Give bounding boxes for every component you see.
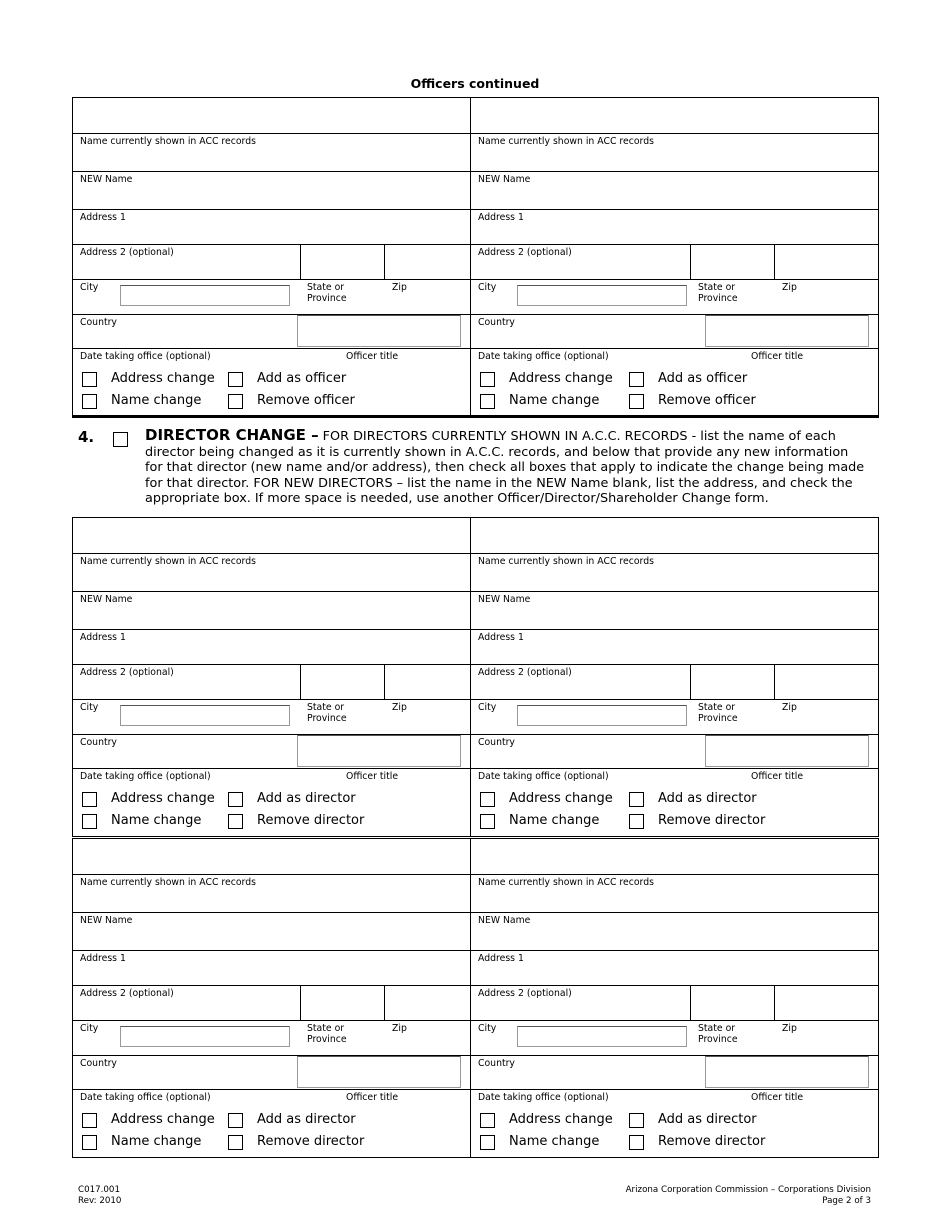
address1-input[interactable]	[475, 963, 874, 983]
new-name-input[interactable]	[475, 604, 874, 627]
address1-input[interactable]	[77, 222, 466, 242]
country-input[interactable]	[297, 315, 461, 347]
add-as-officer-checkbox[interactable]	[228, 372, 243, 387]
state-label: State or Province	[307, 282, 347, 304]
director-entry-right	[470, 839, 878, 1157]
address2-divider	[384, 664, 385, 699]
address2-input[interactable]	[77, 677, 466, 697]
address2-input[interactable]	[475, 998, 874, 1018]
address2-input[interactable]	[77, 257, 466, 277]
remove-officer-checkbox[interactable]	[629, 394, 644, 409]
state-input[interactable]	[337, 702, 377, 730]
state-input[interactable]	[728, 1023, 768, 1051]
address1-label: Address 1	[478, 632, 524, 643]
address2-label: Address 2 (optional)	[478, 988, 572, 999]
state-label: State or Province	[698, 702, 738, 724]
address2-divider	[774, 985, 775, 1020]
remove-director-checkbox[interactable]	[629, 814, 644, 829]
country-input[interactable]	[297, 1056, 461, 1088]
state-input[interactable]	[337, 1023, 377, 1051]
zip-label: Zip	[392, 1023, 407, 1034]
new-name-input[interactable]	[77, 925, 466, 948]
zip-label: Zip	[782, 702, 797, 713]
director-entry-block	[72, 517, 879, 837]
city-input[interactable]	[517, 705, 687, 726]
address-change-label: Address change	[509, 791, 613, 806]
add-as-director-checkbox[interactable]	[629, 792, 644, 807]
city-input[interactable]	[120, 285, 290, 306]
remove-officer-label: Remove officer	[658, 393, 756, 408]
new-name-input[interactable]	[77, 604, 466, 627]
city-label: City	[478, 702, 497, 713]
country-label: Country	[80, 1058, 117, 1069]
section-4-title: DIRECTOR CHANGE –	[145, 426, 319, 444]
name-change-checkbox[interactable]	[82, 814, 97, 829]
state-label: State or Province	[698, 282, 738, 304]
address1-label: Address 1	[478, 953, 524, 964]
address2-divider	[690, 244, 691, 279]
address2-divider	[690, 664, 691, 699]
page-number: Page 2 of 3	[822, 1196, 871, 1206]
address-change-checkbox[interactable]	[82, 372, 97, 387]
address2-divider	[300, 664, 301, 699]
country-label: Country	[478, 737, 515, 748]
form-code: C017.001	[78, 1185, 120, 1195]
officers-continued-heading: Officers continued	[410, 76, 540, 91]
name-change-checkbox[interactable]	[480, 814, 495, 829]
name-change-label: Name change	[111, 813, 202, 828]
state-label: State or Province	[307, 702, 347, 724]
director-entry-left	[73, 518, 470, 836]
address2-label: Address 2 (optional)	[80, 247, 174, 258]
address2-divider	[774, 664, 775, 699]
address1-input[interactable]	[475, 222, 874, 242]
state-label: State or Province	[307, 1023, 347, 1045]
footer-form-id	[78, 1185, 121, 1207]
remove-director-checkbox[interactable]	[629, 1135, 644, 1150]
address2-divider	[774, 244, 775, 279]
new-name-input[interactable]	[475, 925, 874, 948]
address1-input[interactable]	[77, 963, 466, 983]
name-change-label: Name change	[111, 393, 202, 408]
officer-title-label: Officer title	[346, 1092, 399, 1103]
country-input[interactable]	[297, 735, 461, 767]
officer-entry-right	[470, 98, 878, 415]
new-name-input[interactable]	[475, 184, 874, 207]
remove-officer-label: Remove officer	[257, 393, 355, 408]
remove-officer-checkbox[interactable]	[228, 394, 243, 409]
state-input[interactable]	[337, 282, 377, 310]
date-taking-office-label: Date taking office (optional)	[478, 1092, 609, 1103]
footer-agency	[626, 1185, 871, 1207]
officer-title-label: Officer title	[751, 1092, 804, 1103]
country-input[interactable]	[705, 735, 869, 767]
add-as-officer-label: Add as officer	[658, 371, 748, 386]
address2-divider	[690, 985, 691, 1020]
name-current-input[interactable]	[77, 843, 466, 870]
zip-input[interactable]	[411, 702, 461, 730]
officer-entry-block	[72, 97, 879, 418]
city-label: City	[80, 702, 99, 713]
country-label: Country	[478, 1058, 515, 1069]
city-input[interactable]	[120, 705, 290, 726]
director-change-checkbox[interactable]	[113, 432, 128, 447]
section-4-body: FOR DIRECTORS CURRENTLY SHOWN IN A.C.C. RECORDS - list the name of each director being changed as it is currently shown in A.C.C. records, and below that provide any new information for that director (new name and/or address), then check all boxes that apply to indicate the change being made for that director. FOR NEW DIRECTORS – list the name in the NEW Name blank, list the address, and check the appropriate box. If more space is needed, use another Officer/Director/Shareholder Change form.	[145, 429, 865, 506]
address2-label: Address 2 (optional)	[80, 667, 174, 678]
name-change-label: Name change	[509, 393, 600, 408]
director-entry-right	[470, 518, 878, 836]
city-input[interactable]	[517, 1026, 687, 1047]
add-as-director-label: Add as director	[257, 1112, 356, 1127]
address-change-label: Address change	[111, 371, 215, 386]
address2-divider	[384, 244, 385, 279]
date-taking-office-label: Date taking office (optional)	[478, 351, 609, 362]
remove-director-label: Remove director	[257, 1134, 365, 1149]
name-current-label: Name currently shown in ACC records	[80, 556, 256, 567]
remove-director-label: Remove director	[257, 813, 365, 828]
address-change-checkbox[interactable]	[82, 792, 97, 807]
zip-input[interactable]	[801, 282, 851, 310]
address-change-checkbox[interactable]	[480, 372, 495, 387]
new-name-label: NEW Name	[478, 594, 531, 605]
address1-input[interactable]	[475, 642, 874, 662]
new-name-label: NEW Name	[80, 915, 133, 926]
new-name-label: NEW Name	[478, 915, 531, 926]
city-input[interactable]	[517, 285, 687, 306]
name-change-checkbox[interactable]	[480, 394, 495, 409]
remove-director-checkbox[interactable]	[228, 1135, 243, 1150]
address-change-label: Address change	[509, 371, 613, 386]
address-change-checkbox[interactable]	[82, 1113, 97, 1128]
add-as-officer-checkbox[interactable]	[629, 372, 644, 387]
address-change-label: Address change	[111, 791, 215, 806]
director-entry-left	[73, 839, 470, 1157]
officer-title-label: Officer title	[346, 351, 399, 362]
name-change-checkbox[interactable]	[82, 1135, 97, 1150]
address2-label: Address 2 (optional)	[478, 667, 572, 678]
name-current-label: Name currently shown in ACC records	[478, 556, 654, 567]
remove-director-checkbox[interactable]	[228, 814, 243, 829]
date-taking-office-label: Date taking office (optional)	[80, 351, 211, 362]
agency-name: Arizona Corporation Commission – Corporations Division	[625, 1185, 871, 1195]
address2-label: Address 2 (optional)	[80, 988, 174, 999]
address1-label: Address 1	[478, 212, 524, 223]
new-name-label: NEW Name	[80, 174, 133, 185]
address2-input[interactable]	[475, 677, 874, 697]
city-label: City	[80, 282, 99, 293]
state-input[interactable]	[728, 702, 768, 730]
officer-title-label: Officer title	[751, 771, 804, 782]
name-current-input[interactable]	[77, 102, 466, 129]
zip-input[interactable]	[801, 702, 851, 730]
add-as-officer-label: Add as officer	[257, 371, 347, 386]
zip-label: Zip	[392, 282, 407, 293]
address-change-checkbox[interactable]	[480, 1113, 495, 1128]
name-change-checkbox[interactable]	[480, 1135, 495, 1150]
zip-input[interactable]	[801, 1023, 851, 1051]
add-as-director-checkbox[interactable]	[228, 1113, 243, 1128]
zip-input[interactable]	[411, 1023, 461, 1051]
name-current-label: Name currently shown in ACC records	[478, 877, 654, 888]
address2-label: Address 2 (optional)	[478, 247, 572, 258]
new-name-label: NEW Name	[478, 174, 531, 185]
name-current-label: Name currently shown in ACC records	[80, 136, 256, 147]
address1-label: Address 1	[80, 632, 126, 643]
address2-input[interactable]	[77, 998, 466, 1018]
section-4-number: 4.	[78, 428, 95, 446]
city-label: City	[80, 1023, 99, 1034]
address2-divider	[300, 985, 301, 1020]
date-taking-office-label: Date taking office (optional)	[478, 771, 609, 782]
add-as-director-checkbox[interactable]	[228, 792, 243, 807]
name-current-label: Name currently shown in ACC records	[80, 877, 256, 888]
address1-label: Address 1	[80, 212, 126, 223]
name-change-label: Name change	[509, 1134, 600, 1149]
officer-entry-left	[73, 98, 470, 415]
date-taking-office-label: Date taking office (optional)	[80, 771, 211, 782]
name-current-input[interactable]	[77, 522, 466, 549]
country-label: Country	[80, 737, 117, 748]
country-input[interactable]	[705, 1056, 869, 1088]
remove-director-label: Remove director	[658, 813, 766, 828]
section-4-instructions	[145, 428, 865, 507]
new-name-input[interactable]	[77, 184, 466, 207]
add-as-director-label: Add as director	[658, 1112, 757, 1127]
city-label: City	[478, 282, 497, 293]
address2-divider	[300, 244, 301, 279]
zip-label: Zip	[782, 1023, 797, 1034]
state-label: State or Province	[698, 1023, 738, 1045]
add-as-director-label: Add as director	[658, 791, 757, 806]
city-input[interactable]	[120, 1026, 290, 1047]
address-change-label: Address change	[111, 1112, 215, 1127]
new-name-label: NEW Name	[80, 594, 133, 605]
name-change-label: Name change	[111, 1134, 202, 1149]
state-input[interactable]	[728, 282, 768, 310]
address1-label: Address 1	[80, 953, 126, 964]
zip-input[interactable]	[411, 282, 461, 310]
zip-label: Zip	[392, 702, 407, 713]
address-change-label: Address change	[509, 1112, 613, 1127]
address2-input[interactable]	[475, 257, 874, 277]
address2-divider	[384, 985, 385, 1020]
name-current-input[interactable]	[475, 522, 874, 549]
country-input[interactable]	[705, 315, 869, 347]
officer-title-label: Officer title	[751, 351, 804, 362]
name-change-label: Name change	[509, 813, 600, 828]
add-as-director-label: Add as director	[257, 791, 356, 806]
date-taking-office-label: Date taking office (optional)	[80, 1092, 211, 1103]
name-current-label: Name currently shown in ACC records	[478, 136, 654, 147]
name-current-input[interactable]	[475, 102, 874, 129]
country-label: Country	[478, 317, 515, 328]
city-label: City	[478, 1023, 497, 1034]
name-current-input[interactable]	[475, 843, 874, 870]
add-as-director-checkbox[interactable]	[629, 1113, 644, 1128]
officer-title-label: Officer title	[346, 771, 399, 782]
address-change-checkbox[interactable]	[480, 792, 495, 807]
zip-label: Zip	[782, 282, 797, 293]
form-revision: Rev: 2010	[78, 1196, 122, 1206]
director-entry-block	[72, 838, 879, 1158]
name-change-checkbox[interactable]	[82, 394, 97, 409]
country-label: Country	[80, 317, 117, 328]
address1-input[interactable]	[77, 642, 466, 662]
remove-director-label: Remove director	[658, 1134, 766, 1149]
